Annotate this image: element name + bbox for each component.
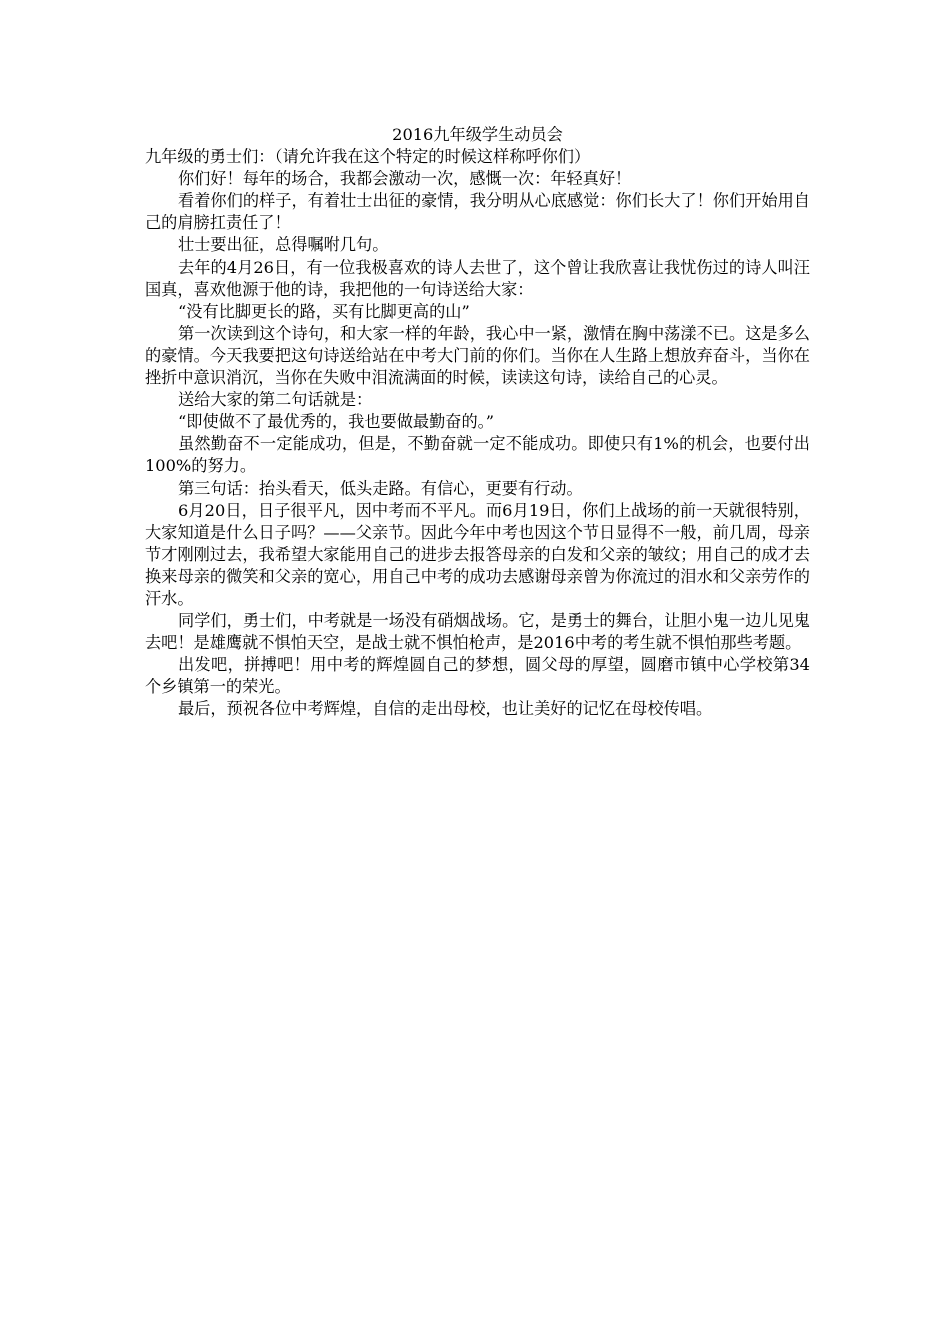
paragraph-12: 最后，预祝各位中考辉煌，自信的走出母校，也让美好的记忆在母校传唱。 <box>178 699 713 719</box>
document-page <box>145 124 810 721</box>
paragraph-10: 同学们，勇士们，中考就是一场没有硝烟战场。它，是勇士的舞台，让胆小鬼一边儿见鬼去吧！是雄鹰就不惧怕天空，是战士就不惧怕枪声，是2016中考的考生就不惧怕那些考题。 <box>145 611 810 653</box>
paragraph-1: 你们好！每年的场合，我都会激动一次，感慨一次：年轻真好！ <box>178 169 632 189</box>
paragraph-3: 壮士要出征，总得嘱咐几句。 <box>178 235 389 255</box>
quote-2: “即使做不了最优秀的，我也要做最勤奋的。” <box>178 412 495 432</box>
quote-1: “没有比脚更长的路，买有比脚更高的山” <box>178 301 470 321</box>
paragraph-5: 第一次读到这个诗句，和大家一样的年龄，我心中一紧，激情在胸中荡漾不已。这是多么的豪情。今天我要把这句诗送给站在中考大门前的你们。当你在人生路上想放弃奋斗，当你在挫折中意识消沉，当你在失败中泪流满面的时候，读读这句诗，读给自己的心灵。 <box>145 323 810 388</box>
paragraph-6: 送给大家的第二句话就是： <box>178 390 373 410</box>
paragraph-8: 第三句话：抬头看天，低头走路。有信心，更要有行动。 <box>178 478 583 498</box>
paragraph-11: 出发吧，拼搏吧！用中考的辉煌圆自己的梦想，圆父母的厚望，圆磨市镇中心学校第34个乡镇第一的荣光。 <box>145 655 810 697</box>
paragraph-9: 6月20日，日子很平凡，因中考而不平凡。而6月19日，你们上战场的前一天就很特别，大家知道是什么日子吗？——父亲节。因此今年中考也因这个节日显得不一般，前几周，母亲节才刚刚过去，我希望大家能用自己的进步去报答母亲的白发和父亲的皱纹；用自己的成才去换来母亲的微笑和父亲的宽心，用自己中考的成功去感谢母亲曾为你流过的泪水和父亲劳作的汗水。 <box>145 500 810 608</box>
salutation: 九年级的勇士们：（请允许我在这个特定的时候这样称呼你们） <box>145 147 591 167</box>
document-title: 2016九年级学生动员会 <box>392 125 563 144</box>
paragraph-4: 去年的4月26日，有一位我极喜欢的诗人去世了，这个曾让我欣喜让我忧伤过的诗人叫汪国真，喜欢他源于他的诗，我把他的一句诗送给大家： <box>145 257 810 299</box>
paragraph-2: 看着你们的样子，有着壮士出征的豪情，我分明从心底感觉：你们长大了！你们开始用自己的肩膀扛责任了！ <box>145 191 810 233</box>
paragraph-7: 虽然勤奋不一定能成功，但是，不勤奋就一定不能成功。即使只有1%的机会，也要付出100%的努力。 <box>145 434 810 476</box>
